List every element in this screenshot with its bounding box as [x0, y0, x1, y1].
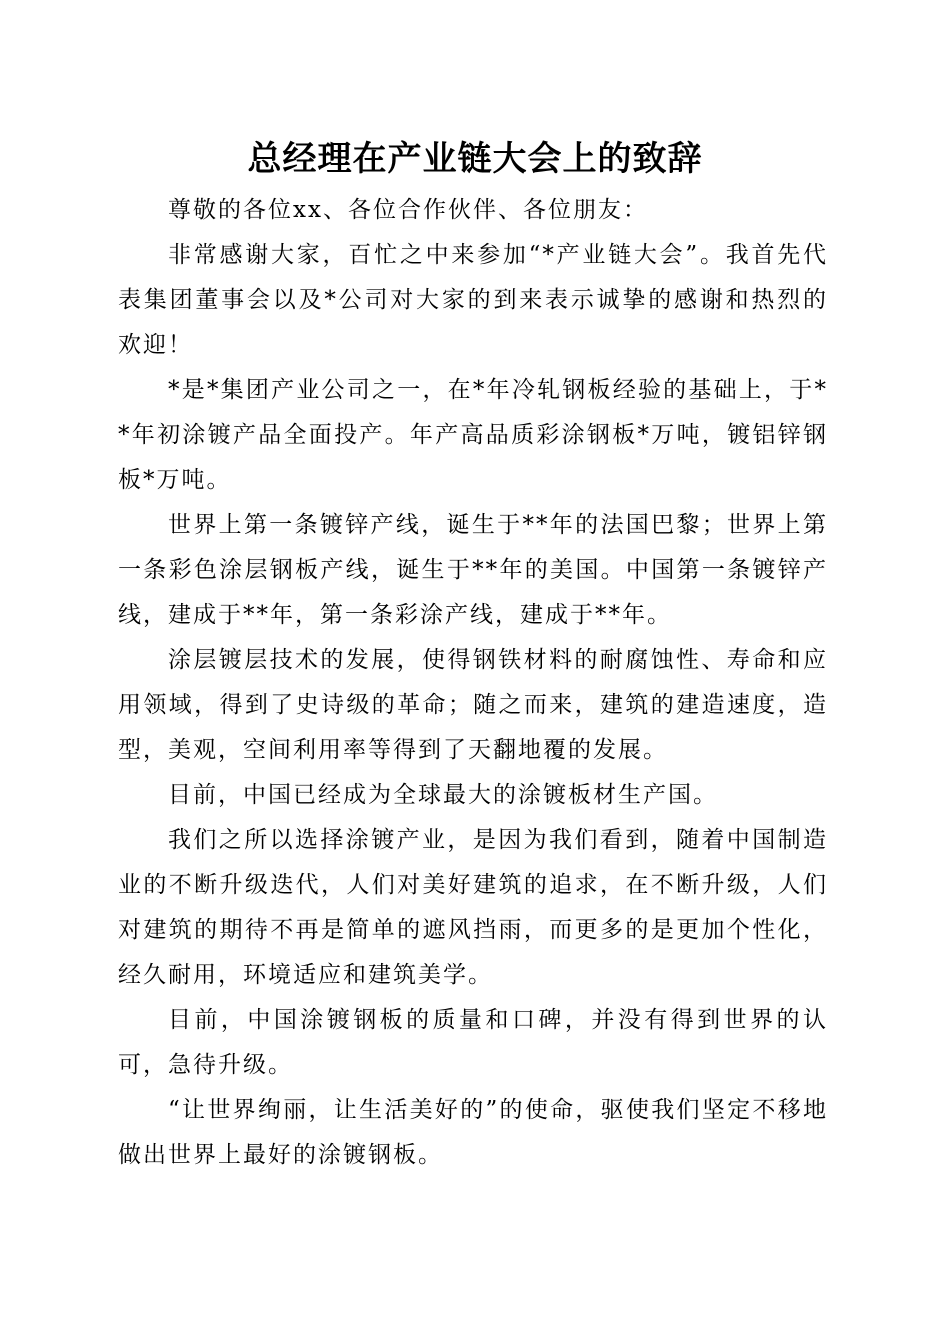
paragraph-reason: 我们之所以选择涂镀产业，是因为我们看到，随着中国制造业的不断升级迭代，人们对美好建筑的追求，在不断升级，人们对建筑的期待不再是简单的遮风挡雨，而更多的是更加个性化，经久耐用，环境适应和建筑美学。 — [118, 827, 828, 988]
paragraph-history: 世界上第一条镀锌产线，诞生于**年的法国巴黎；世界上第一条彩色涂层钢板产线，诞生于**年的美国。中国第一条镀锌产线，建成于**年，第一条彩涂产线，建成于**年。 — [118, 512, 828, 628]
document-body — [118, 188, 828, 1178]
document-title: 总经理在产业链大会上的致辞 — [247, 139, 703, 179]
paragraph-china-status: 目前，中国已经成为全球最大的涂镀板材生产国。 — [168, 782, 718, 808]
paragraph-welcome: 非常感谢大家，百忙之中来参加“*产业链大会”。我首先代表集团董事会以及*公司对大家的到来表示诚挚的感谢和热烈的欢迎！ — [118, 242, 828, 358]
paragraph-technology: 涂层镀层技术的发展，使得钢铁材料的耐腐蚀性、寿命和应用领域，得到了史诗级的革命；随之而来，建筑的建造速度，造型，美观，空间利用率等得到了天翻地覆的发展。 — [118, 647, 828, 763]
paragraph-quality: 目前，中国涂镀钢板的质量和口碑，并没有得到世界的认可，急待升级。 — [118, 1007, 828, 1078]
paragraph-company-intro: *是*集团产业公司之一，在*年冷轧钢板经验的基础上，于**年初涂镀产品全面投产。年产高品质彩涂钢板*万吨，镀铝锌钢板*万吨。 — [118, 377, 828, 493]
paragraph-salutation: 尊敬的各位xx、各位合作伙伴、各位朋友： — [168, 197, 648, 223]
paragraph-mission: “让世界绚丽，让生活美好的”的使命，驱使我们坚定不移地做出世界上最好的涂镀钢板。 — [118, 1097, 828, 1168]
